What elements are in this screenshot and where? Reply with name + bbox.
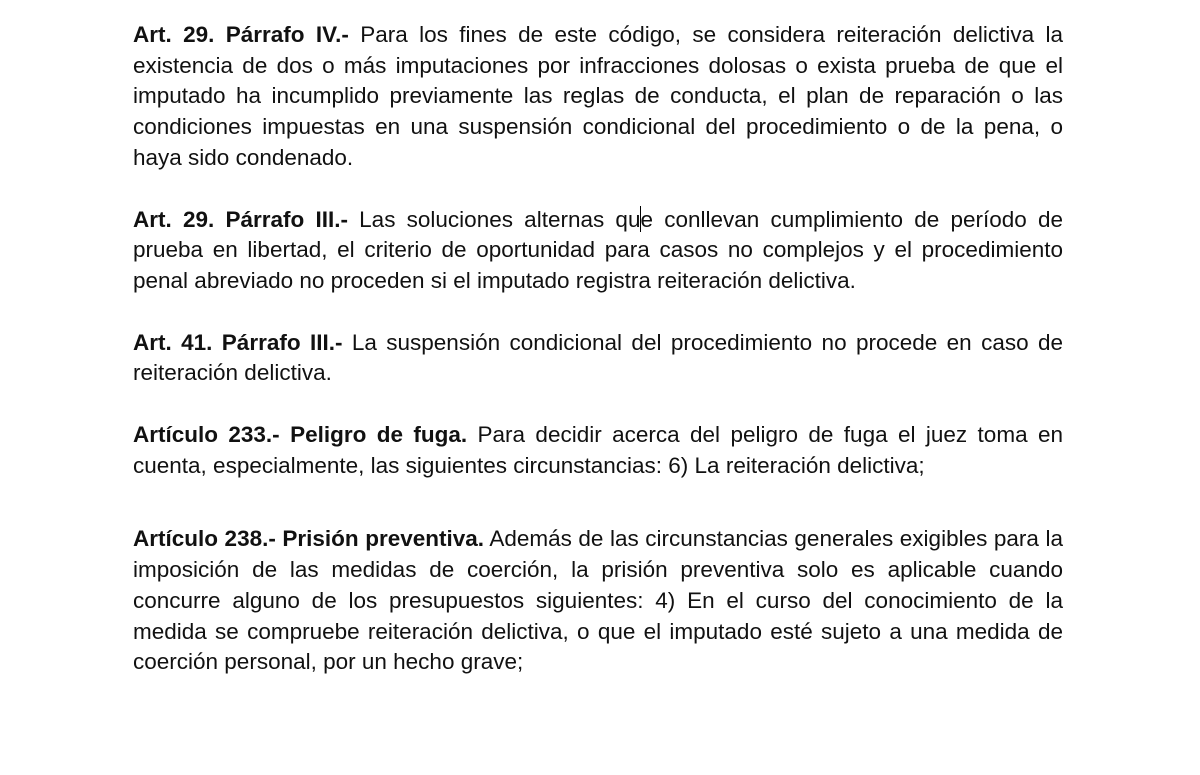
article-text: Las soluciones alternas qu [347,206,641,232]
article-text: La suspensión condicional del procedimiento no procede en caso de reiteración delictiva. [133,329,1064,386]
article-text: Para decidir acerca del peligro de fuga el juez toma en cuenta, especialmente, las siguientes circunstancias: 6) La reiteración delictiva; [133,422,1063,478]
paragraph-art-29-iii [133,205,1063,297]
article-heading: Art. 29. Párrafo IV.- [133,22,349,47]
article-heading: Artículo 238.- Prisión preventiva. [133,526,485,552]
article-heading: Artículo 233.- Peligro de fuga. [133,422,468,448]
article-text: Además de las circunstancias generales exigibles para la imposición de las medidas de coerción, la prisión preventiva solo es aplicable cuando concurre alguno de los presupuestos siguientes: 4) En el curso del conocimiento de la medida se compruebe reiteración delictiva, o que el imputado esté sujeto a una medida de coerción personal, por un hecho grave; [133,526,1063,675]
article-heading: Art. 41. Párrafo III.- [133,329,343,355]
paragraph-art-238 [133,524,1063,678]
article-heading: Art. 29. Párrafo III.- [133,206,348,232]
paragraph-art-29-iv [133,20,1063,174]
article-text-continued: e conllevan cumplimiento de período de prueba en libertad, el criterio de oportunidad para casos no complejos y el procedimiento penal abreviado no proceden si el imputado registra reiteración delictiva. [133,206,1064,293]
paragraph-art-41-iii [133,328,1063,389]
paragraph-art-233 [133,420,1063,481]
document-page[interactable] [133,20,1063,678]
article-text: Para los fines de este código, se considera reiteración delictiva la existencia de dos o más imputaciones por infracciones dolosas o exista prueba de que el imputado ha incumplido previamente las reglas de conducta, el plan de reparación o las condiciones impuestas en una suspensión condicional del procedimiento o de la pena, o haya sido condenado. [133,22,1063,170]
